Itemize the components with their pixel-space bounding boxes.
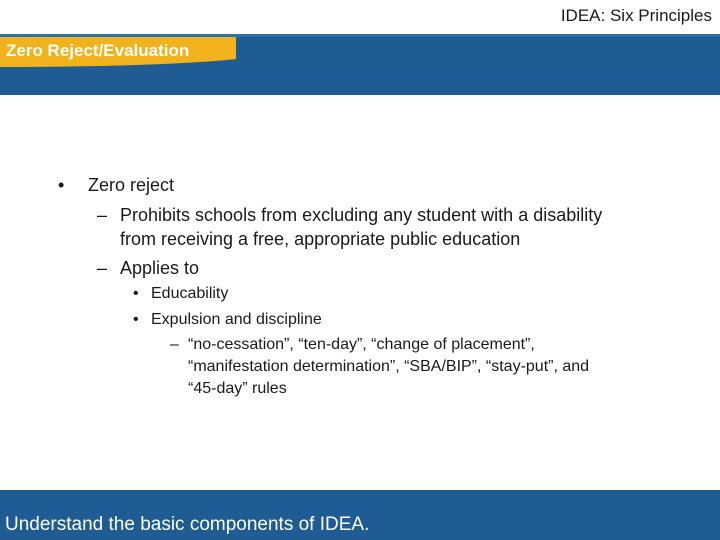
bullet-marker-expulsion: • [133, 311, 139, 328]
bullet-expulsion: Expulsion and discipline [151, 311, 322, 328]
bullet-rules-line2: “manifestation determination”, “SBA/BIP”, “stay-put”, and [188, 358, 590, 375]
bullet-marker-educability: • [133, 285, 139, 302]
bullet-rules-line3: “45-day” rules [188, 380, 287, 397]
bullet-prohibits-line2: from receiving a free, appropriate public education [120, 229, 521, 249]
content-area [0, 95, 720, 490]
dash-marker-prohibits: – [97, 205, 108, 225]
section-label: Zero Reject/Evaluation [6, 41, 190, 60]
header-title: IDEA: Six Principles [560, 6, 712, 25]
dash-marker-applies: – [97, 258, 108, 278]
footer-text: Understand the basic components of IDEA. [5, 514, 370, 535]
bullet-zero-reject: Zero reject [88, 175, 175, 195]
bullet-rules-line1: “no-cessation”, “ten-day”, “change of placement”, [188, 336, 535, 353]
bullet-prohibits-line1: Prohibits schools from excluding any student with a disability [120, 205, 603, 225]
dash-marker-rules: – [170, 336, 179, 353]
bullet-educability: Educability [151, 285, 229, 302]
bullet-marker-level1: • [58, 175, 65, 195]
bullet-applies-to: Applies to [120, 258, 200, 278]
